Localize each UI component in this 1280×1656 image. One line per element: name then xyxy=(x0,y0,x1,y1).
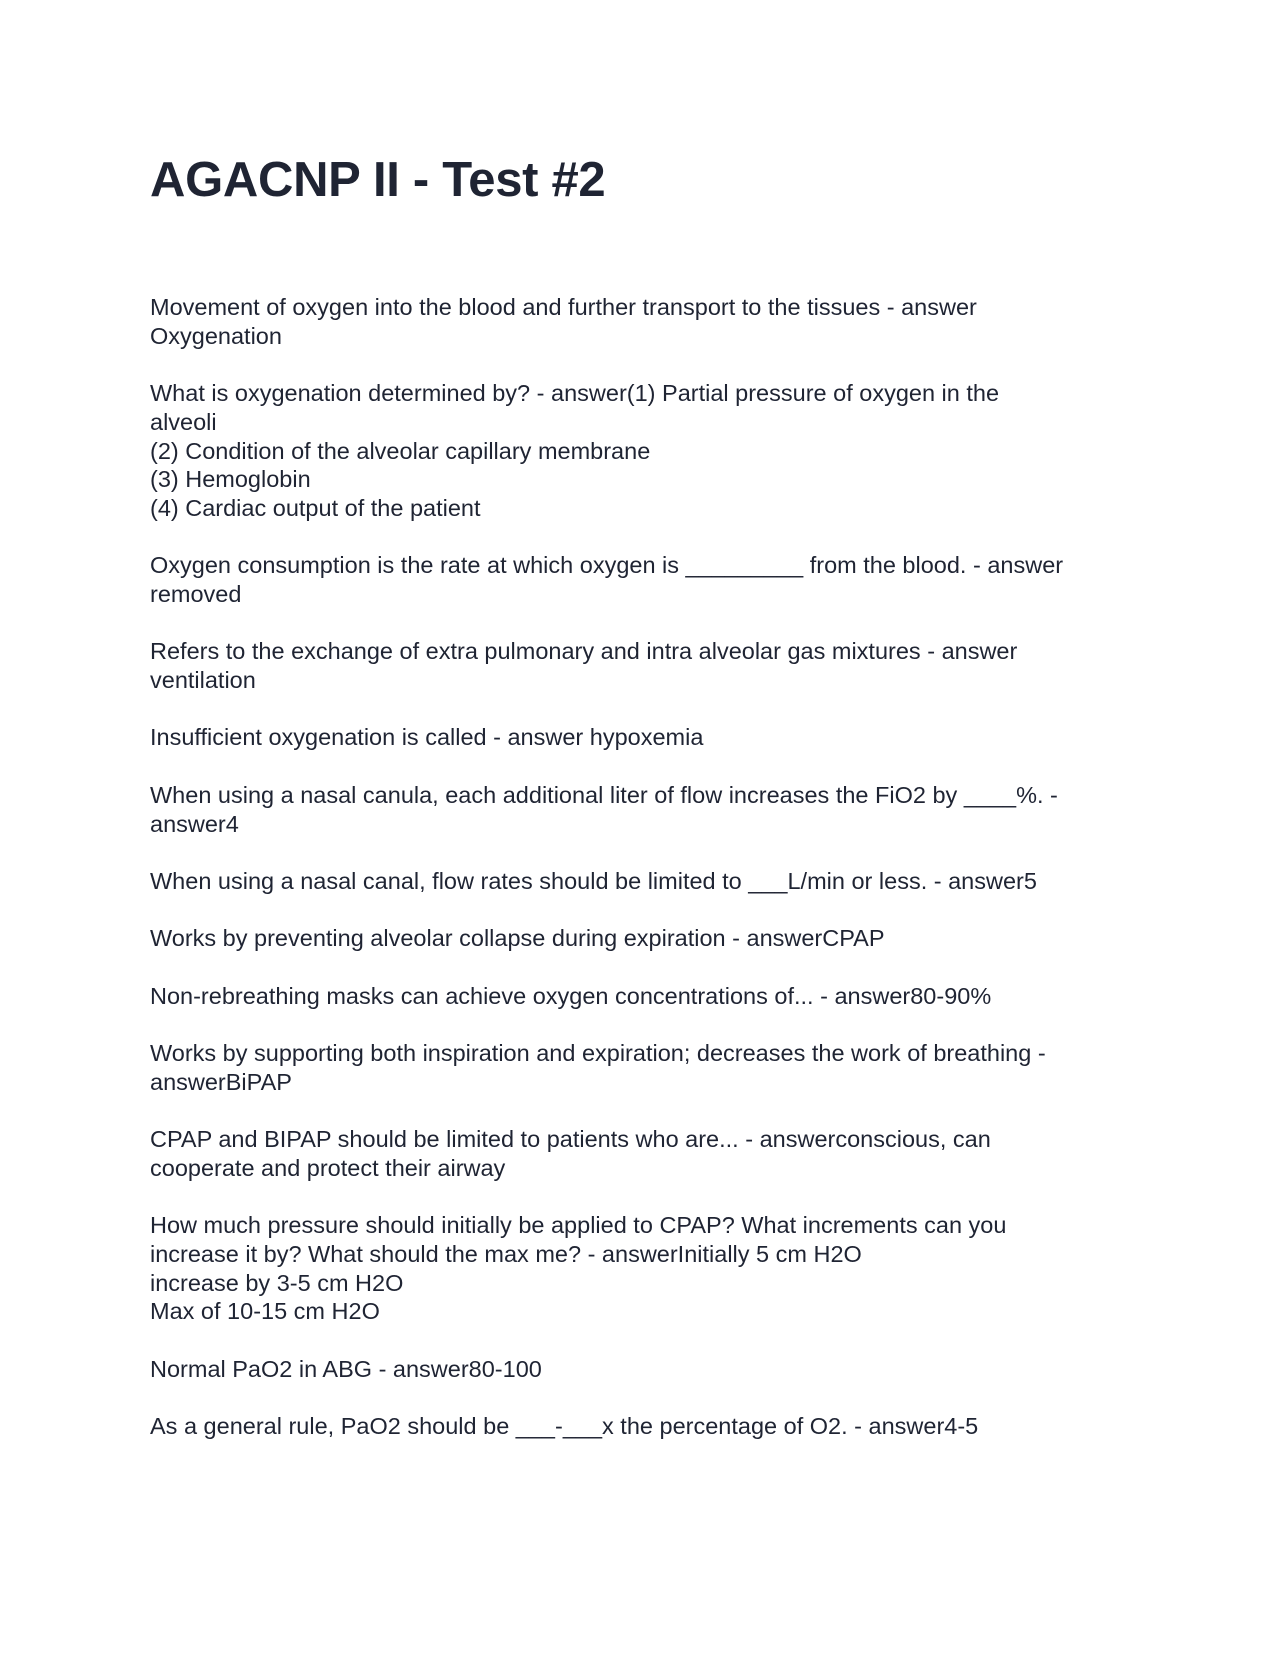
qa-text-line: answer4 xyxy=(150,810,239,837)
qa-text-line: Insufficient oxygenation is called - answer hypoxemia xyxy=(150,724,704,751)
qa-list xyxy=(150,293,1130,1470)
qa-text-line: ventilation xyxy=(150,667,256,694)
qa-item xyxy=(150,379,1130,523)
qa-text-line: removed xyxy=(150,581,242,607)
qa-item xyxy=(150,1355,1130,1384)
qa-text-line: When using a nasal canula, each additional liter of flow increases the FiO2 by ____%. - xyxy=(150,781,1058,808)
qa-text-line: Works by preventing alveolar collapse during expiration - answerCPAP xyxy=(150,925,885,952)
qa-text-line: What is oxygenation determined by? - answer(1) Partial pressure of oxygen in the xyxy=(150,380,1000,407)
qa-item xyxy=(150,723,1130,752)
qa-item xyxy=(150,1125,1130,1182)
qa-item xyxy=(150,982,1130,1011)
qa-text-line: increase by 3-5 cm H2O xyxy=(150,1269,404,1296)
qa-text-line: answerBiPAP xyxy=(150,1068,292,1095)
qa-item xyxy=(150,1412,1130,1441)
qa-text-line: As a general rule, PaO2 should be ___-___x the percentage of O2. - answer4-5 xyxy=(150,1413,979,1440)
qa-text-line: When using a nasal canal, flow rates should be limited to ___L/min or less. - answer5 xyxy=(150,867,1037,894)
qa-text-line: Oxygenation xyxy=(150,322,282,349)
qa-text-line: Refers to the exchange of extra pulmonary and intra alveolar gas mixtures - answer xyxy=(150,638,1018,665)
qa-text-line: How much pressure should initially be applied to CPAP? What increments can you xyxy=(150,1212,1007,1239)
qa-item xyxy=(150,551,1130,608)
document-title: AGACNP II - Test #2 xyxy=(150,153,606,207)
qa-item xyxy=(150,1211,1130,1326)
qa-text-line: (2) Condition of the alveolar capillary membrane xyxy=(150,437,651,464)
qa-text-line: Normal PaO2 in ABG - answer80-100 xyxy=(150,1355,542,1382)
qa-item xyxy=(150,781,1130,838)
qa-text-line: cooperate and protect their airway xyxy=(150,1154,506,1181)
qa-item xyxy=(150,293,1130,350)
qa-item xyxy=(150,1039,1130,1096)
qa-text-line: (3) Hemoglobin xyxy=(150,466,311,493)
qa-text-line: Oxygen consumption is the rate at which oxygen is _________ from the blood. - answer xyxy=(150,552,1064,579)
qa-text-line: CPAP and BIPAP should be limited to patients who are... - answerconscious, can xyxy=(150,1126,991,1153)
qa-text-line: increase it by? What should the max me? - answerInitially 5 cm H2O xyxy=(150,1241,862,1268)
qa-item xyxy=(150,637,1130,694)
qa-text-line: Non-rebreathing masks can achieve oxygen concentrations of... - answer80-90% xyxy=(150,982,992,1009)
qa-text-line: Works by supporting both inspiration and expiration; decreases the work of breathing - xyxy=(150,1040,1046,1067)
qa-text-line: (4) Cardiac output of the patient xyxy=(150,494,481,521)
qa-item xyxy=(150,924,1130,953)
qa-text-line: Max of 10-15 cm H2O xyxy=(150,1298,380,1325)
qa-item xyxy=(150,867,1130,896)
qa-text-line: Movement of oxygen into the blood and further transport to the tissues - answer xyxy=(150,294,977,320)
qa-text-line: alveoli xyxy=(150,408,217,435)
